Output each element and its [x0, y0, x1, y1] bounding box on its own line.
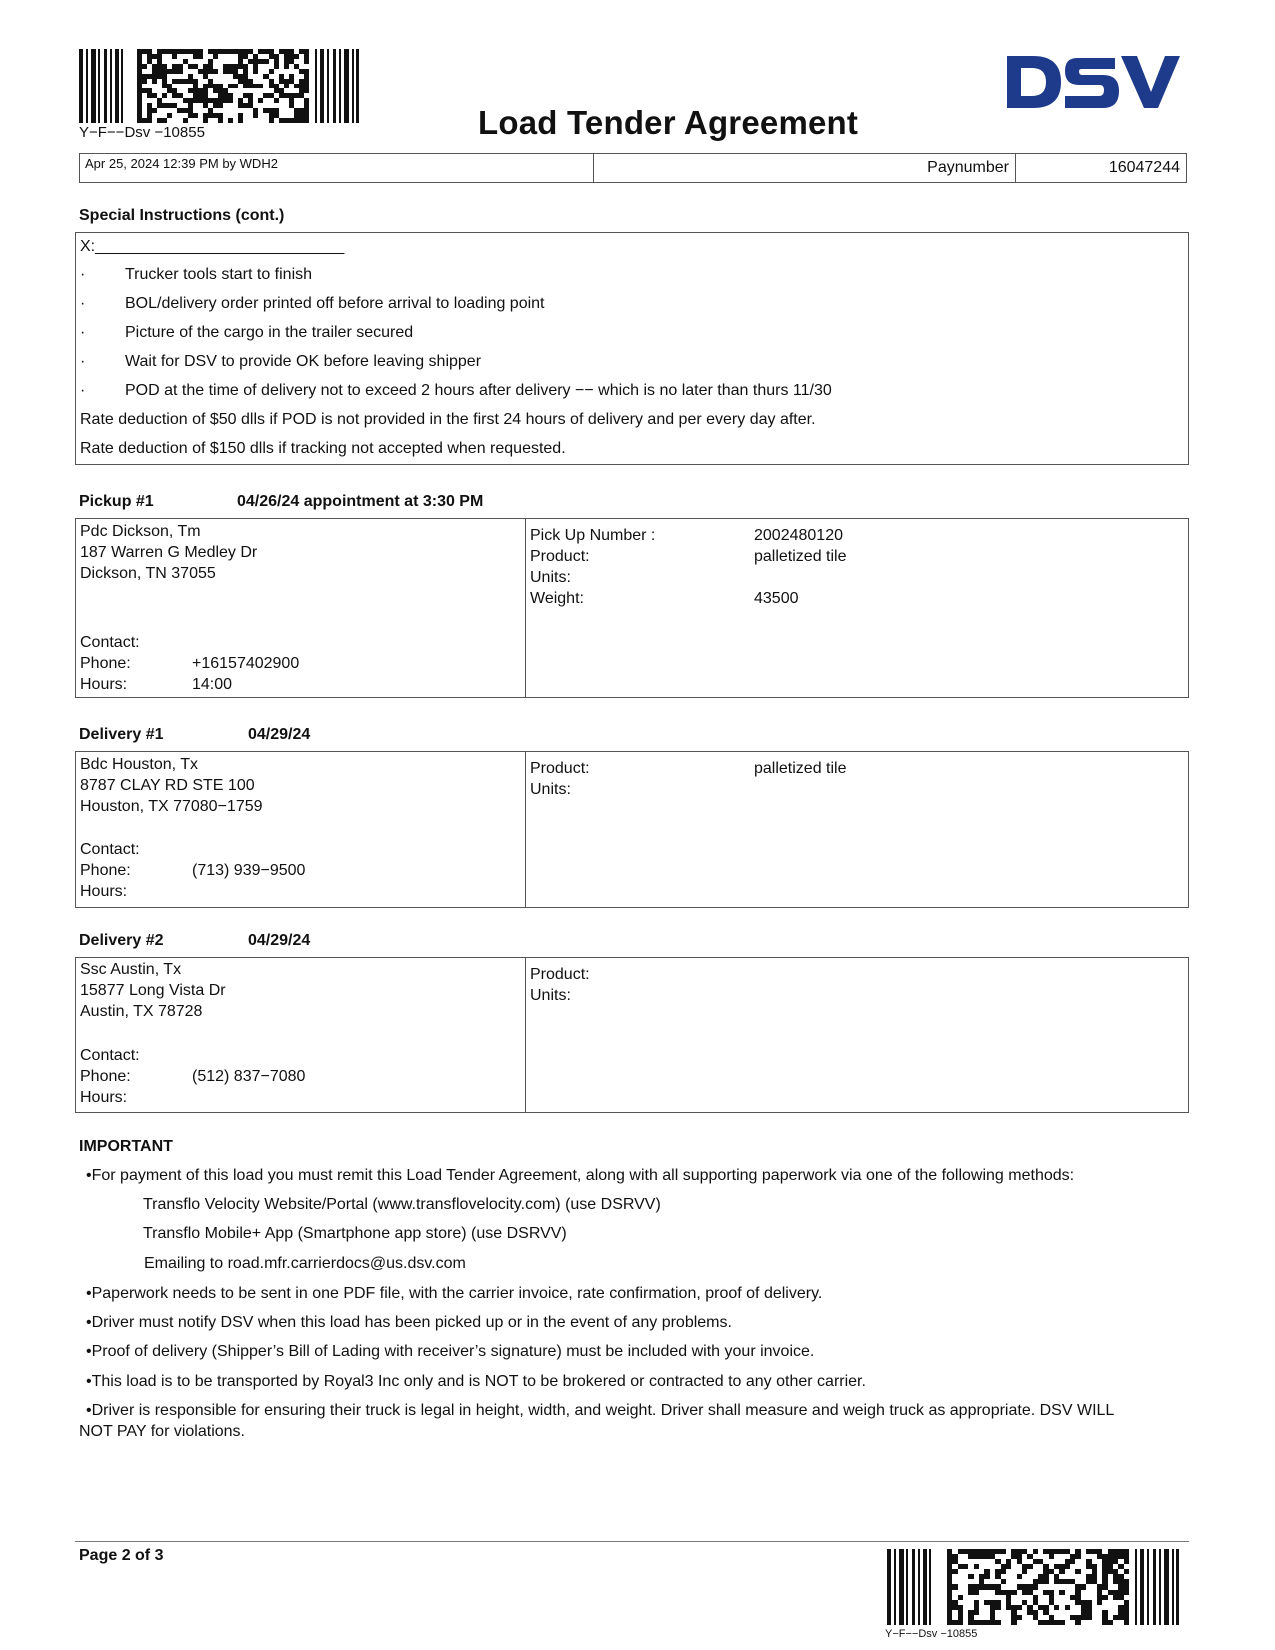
- contact-label: Contact:: [80, 634, 140, 651]
- important-bullet: [86, 1373, 866, 1391]
- important-bullet: [86, 1314, 732, 1332]
- delivery2-address-panel: [76, 958, 526, 1112]
- product-label: Product:: [530, 966, 590, 983]
- delivery1-product: palletized tile: [754, 760, 847, 777]
- payment-method: Emailing to road.mfr.carrierdocs@us.dsv.com: [144, 1255, 466, 1272]
- bullet-dot-icon: ·: [80, 324, 86, 341]
- barcode-right-bars: [315, 49, 369, 123]
- barcode-caption: Y−F−−Dsv −10855: [79, 124, 205, 141]
- delivery1-phone: (713) 939−9500: [192, 862, 306, 879]
- delivery2-label: Delivery #2: [79, 932, 164, 949]
- pickup-street: 187 Warren G Medley Dr: [80, 544, 258, 561]
- contact-label: Contact:: [80, 841, 140, 858]
- phone-label: Phone:: [80, 1068, 131, 1085]
- bullet-icon: •: [86, 1167, 92, 1184]
- payment-method: Transflo Velocity Website/Portal (www.transflovelocity.com) (use DSRVV): [143, 1196, 661, 1213]
- phone-label: Phone:: [80, 655, 131, 672]
- delivery1-street: 8787 CLAY RD STE 100: [80, 777, 255, 794]
- instruction-bullet: [76, 353, 1188, 373]
- units-label: Units:: [530, 569, 571, 586]
- delivery2-box: [75, 957, 1189, 1113]
- delivery2-phone: (512) 837−7080: [192, 1068, 306, 1085]
- payment-method: Transflo Mobile+ App (Smartphone app store) (use DSRVV): [143, 1225, 567, 1242]
- dsv-logo-icon: [1005, 54, 1180, 110]
- product-label: Product:: [530, 548, 590, 565]
- units-label: Units:: [530, 781, 571, 798]
- paynumber-label: Paynumber: [927, 159, 1009, 176]
- important-title: IMPORTANT: [79, 1138, 173, 1155]
- pickup-box: [75, 518, 1189, 698]
- units-label: Units:: [530, 987, 571, 1004]
- weight-label: Weight:: [530, 590, 584, 607]
- instruction-bullet: [76, 382, 1188, 402]
- hours-label: Hours:: [80, 1089, 128, 1106]
- important-bullet: [86, 1343, 814, 1361]
- important-text: For payment of this load you must remit this Load Tender Agreement, along with all supporting paperwork via one of the following methods:: [91, 1167, 1075, 1184]
- bullet-icon: •: [86, 1314, 92, 1331]
- product-label: Product:: [530, 760, 590, 777]
- bullet-dot-icon: ·: [80, 266, 86, 283]
- instruction-text: POD at the time of delivery not to exceed 2 hours after delivery −− which is no later than thurs 11/30: [125, 382, 832, 399]
- bullet-icon: •: [86, 1373, 92, 1390]
- pickup-address-panel: [76, 519, 526, 697]
- page-number: Page 2 of 3: [79, 1547, 164, 1564]
- bullet-icon: •: [86, 1402, 92, 1419]
- instruction-bullet: [76, 295, 1188, 315]
- dsv-logo: [1005, 54, 1180, 110]
- special-instructions-title: Special Instructions (cont.): [79, 207, 285, 224]
- important-text: Driver must notify DSV when this load has been picked up or in the event of any problems.: [91, 1314, 732, 1331]
- important-text-continued: NOT PAY for violations.: [79, 1423, 245, 1440]
- delivery2-name: Ssc Austin, Tx: [80, 961, 182, 978]
- pickup-name: Pdc Dickson, Tm: [80, 523, 201, 540]
- pickup-phone: +16157402900: [192, 655, 300, 672]
- delivery1-date: 04/29/24: [248, 726, 311, 743]
- hours-label: Hours:: [80, 883, 128, 900]
- instruction-bullet: [76, 266, 1188, 286]
- pickup-number: 2002480120: [754, 527, 843, 544]
- delivery1-address-panel: [76, 752, 526, 907]
- footer-divider: [75, 1541, 1189, 1542]
- pickup-date: 04/26/24 appointment at 3:30 PM: [237, 493, 484, 510]
- pickup-number-label: Pick Up Number :: [530, 527, 656, 544]
- signature-line: X:____________________________: [80, 238, 345, 255]
- pickup-product: palletized tile: [754, 548, 847, 565]
- bullet-icon: •: [86, 1343, 92, 1360]
- instruction-text: Trucker tools start to finish: [125, 266, 313, 283]
- timestamp-cell: [80, 154, 594, 182]
- important-text: Driver is responsible for ensuring their truck is legal in height, width, and weight. Driver shall measure and weigh truck as appropriate. DSV WILL: [91, 1402, 1115, 1419]
- contact-label: Contact:: [80, 1047, 140, 1064]
- delivery1-city: Houston, TX 77080−1759: [80, 798, 263, 815]
- delivery1-details-panel: [526, 752, 1188, 907]
- document-title: Load Tender Agreement: [478, 104, 859, 141]
- pickup-details-panel: [526, 519, 1188, 697]
- instruction-bullet: [76, 324, 1188, 344]
- delivery2-details-panel: [526, 958, 1188, 1112]
- delivery2-city: Austin, TX 78728: [80, 1003, 203, 1020]
- important-text: Paperwork needs to be sent in one PDF file, with the carrier invoice, rate confirmation, proof of delivery.: [91, 1285, 823, 1302]
- barcode-qr-pattern: [947, 1549, 1129, 1625]
- pickup-hours: 14:00: [192, 676, 233, 693]
- bullet-dot-icon: ·: [80, 295, 86, 312]
- header-info-table: [79, 153, 1187, 183]
- pickup-label: Pickup #1: [79, 493, 154, 510]
- paynumber-value: 16047244: [1108, 159, 1180, 176]
- delivery1-label: Delivery #1: [79, 726, 164, 743]
- phone-label: Phone:: [80, 862, 131, 879]
- important-text: This load is to be transported by Royal3 Inc only and is NOT to be brokered or contracted to any other carrier.: [91, 1373, 866, 1390]
- instruction-text: Wait for DSV to provide OK before leaving shipper: [125, 353, 482, 370]
- important-text: Proof of delivery (Shipper’s Bill of Lading with receiver’s signature) must be included with your invoice.: [91, 1343, 815, 1360]
- delivery2-date: 04/29/24: [248, 932, 311, 949]
- delivery1-box: [75, 751, 1189, 908]
- bullet-icon: •: [86, 1285, 92, 1302]
- important-bullet: [86, 1167, 1074, 1185]
- header-barcode: [79, 49, 369, 123]
- barcode-right-bars: [1135, 1549, 1189, 1625]
- footer-barcode: [887, 1549, 1189, 1625]
- footer-barcode-caption: Y−F−−Dsv −10855: [885, 1628, 978, 1640]
- pickup-weight: 43500: [754, 590, 799, 607]
- instruction-text: BOL/delivery order printed off before arrival to loading point: [125, 295, 545, 312]
- timestamp: Apr 25, 2024 12:39 PM by WDH2: [85, 156, 278, 171]
- bullet-dot-icon: ·: [80, 353, 86, 370]
- rate-deduction-note: Rate deduction of $50 dlls if POD is not provided in the first 24 hours of delivery and per every day after.: [80, 411, 816, 428]
- instruction-text: Picture of the cargo in the trailer secured: [125, 324, 414, 341]
- special-instructions-box: [75, 232, 1189, 465]
- barcode-qr-pattern: [137, 49, 309, 123]
- delivery2-street: 15877 Long Vista Dr: [80, 982, 226, 999]
- barcode-left-bars: [887, 1549, 939, 1625]
- paynumber-label-cell: [594, 154, 1016, 182]
- paynumber-value-cell: [1016, 154, 1186, 182]
- barcode-left-bars: [79, 49, 131, 123]
- bullet-dot-icon: ·: [80, 382, 86, 399]
- delivery1-name: Bdc Houston, Tx: [80, 756, 198, 773]
- rate-deduction-note: Rate deduction of $150 dlls if tracking not accepted when requested.: [80, 440, 566, 457]
- hours-label: Hours:: [80, 676, 128, 693]
- important-bullet: [86, 1402, 1114, 1420]
- pickup-city: Dickson, TN 37055: [80, 565, 216, 582]
- important-bullet: [86, 1285, 822, 1303]
